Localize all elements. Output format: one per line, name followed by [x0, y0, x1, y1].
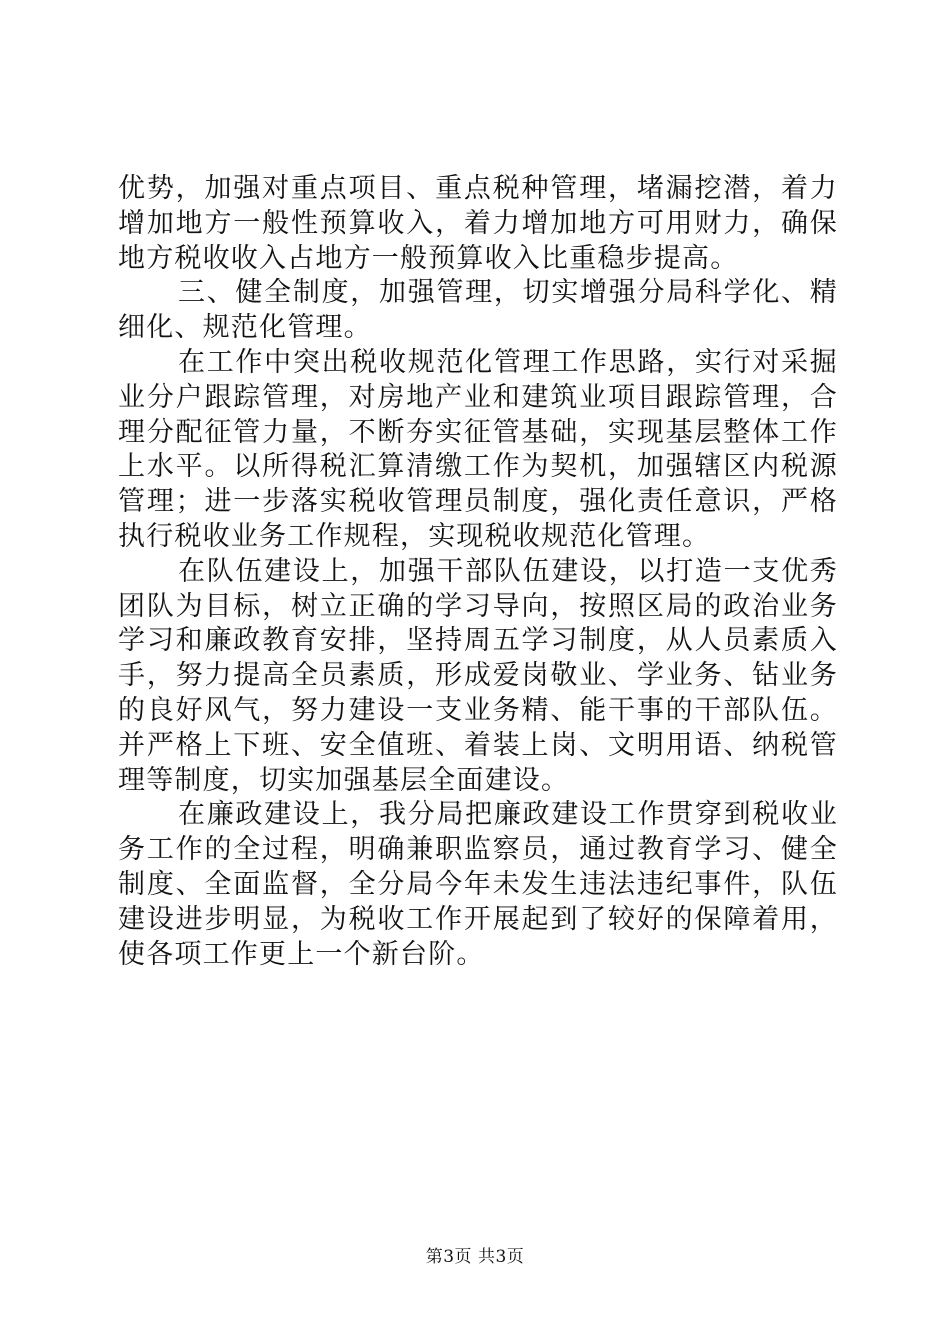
paragraph-continuation: 优势，加强对重点项目、重点税种管理，堵漏挖潜，着力增加地方一般性预算收入，着力增加地方可用财力，确保地方税收收入占地方一般预算收入比重稳步提高。 [118, 173, 838, 274]
paragraph-standardized-management: 在工作中突出税收规范化管理工作思路，实行对采掘业分户跟踪管理，对房地产业和建筑业项目跟踪管理，合理分配征管力量，不断夯实征管基础，实现基层整体工作上水平。以所得税汇算清缴工作为契机，加强辖区内税源管理；进一步落实税收管理员制度，强化责任意识，严格执行税收业务工作规程，实现税收规范化管理。 [118, 346, 838, 552]
page-footer: 第3页 共3页 [425, 1247, 525, 1267]
document-body [118, 172, 838, 972]
paragraph-integrity-building: 在廉政建设上，我分局把廉政建设工作贯穿到税收业务工作的全过程，明确兼职监察员，通过教育学习、健全制度、全面监督，全分局今年未发生违法违纪事件，队伍建设进步明显，为税收工作开展起到了较好的保障着用，使各项工作更上一个新台阶。 [118, 799, 838, 970]
section-heading-three: 三、健全制度，加强管理，切实增强分局科学化、精细化、规范化管理。 [118, 277, 838, 344]
paragraph-team-building: 在队伍建设上，加强干部队伍建设，以打造一支优秀团队为目标，树立正确的学习导向，按照区局的政治业务学习和廉政教育安排，坚持周五学习制度，从人员素质入手，努力提高全员素质，形成爱岗敬业、学业务、钻业务的良好风气，努力建设一支业务精、能干事的干部队伍。并严格上下班、安全值班、着装上岗、文明用语、纳税管理等制度，切实加强基层全面建设。 [118, 555, 838, 796]
